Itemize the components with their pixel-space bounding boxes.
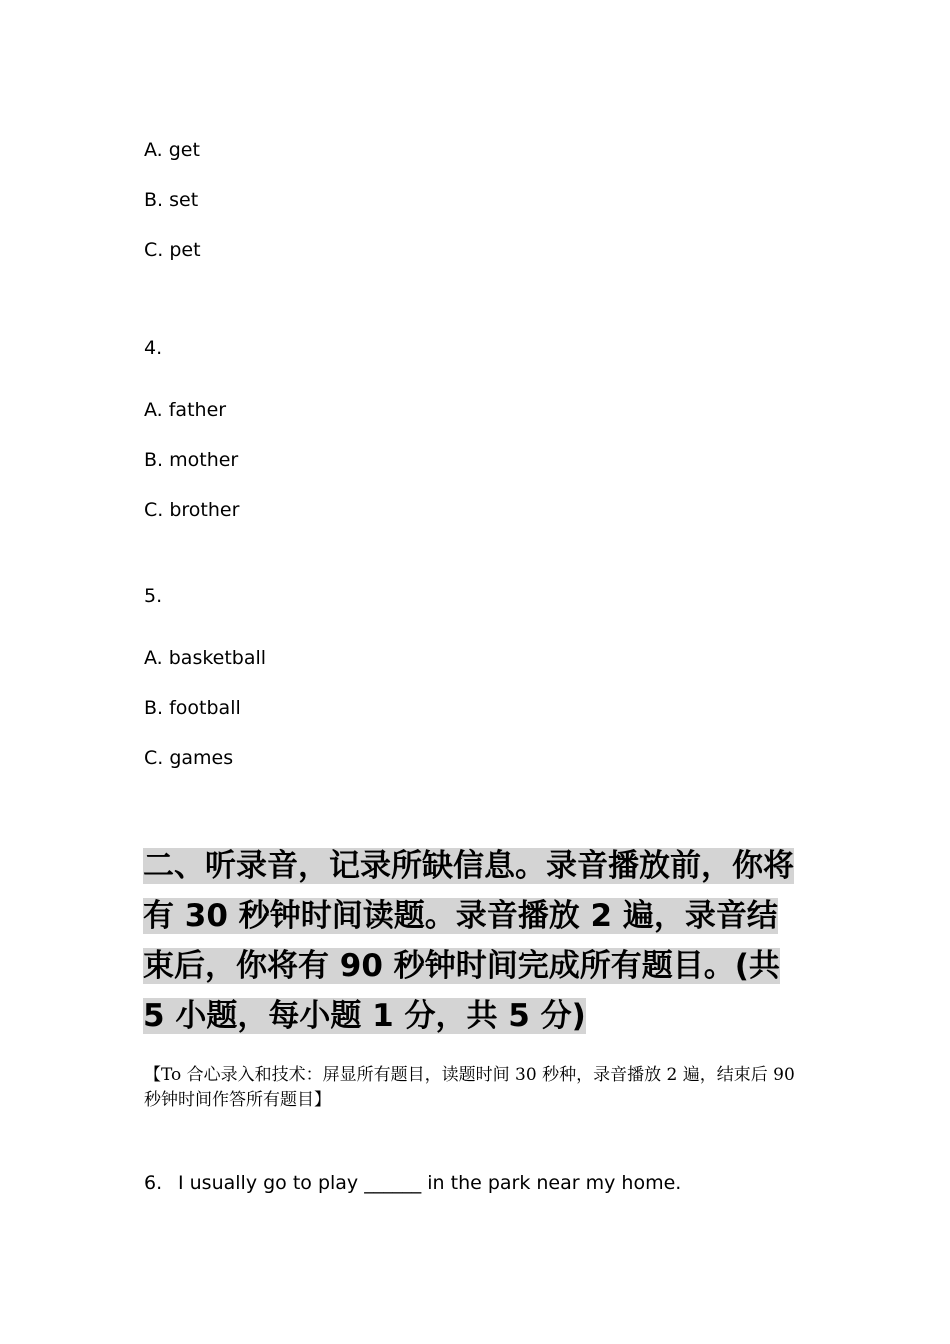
question3-option-a: A. get (144, 139, 200, 161)
question4-option-a: A. father (144, 399, 227, 421)
question5-option-c: C. games (144, 747, 234, 769)
question5-option-a: A. basketball (144, 647, 267, 669)
question6-text: I usually go to play ______ in the park near my home. (178, 1172, 682, 1194)
question3-option-b: B. set (144, 189, 199, 211)
section-heading-text: 二、听录音，记录所缺信息。录音播放前，你将有 30 秒钟时间读题。录音播放 2 遍，录音结束后，你将有 90 秒钟时间完成所有题目。(共 5 小题，每小题 1 分，共 5 分) (143, 848, 794, 1034)
question4-number: 4. (144, 337, 163, 359)
question5-option-b: B. football (144, 697, 241, 719)
section-heading (143, 841, 807, 1041)
question4-option-c: C. brother (144, 499, 240, 521)
question4-option-b: B. mother (144, 449, 239, 471)
question6 (144, 1171, 681, 1195)
question6-number: 6. (144, 1172, 163, 1194)
question5-number: 5. (144, 585, 163, 607)
section-note: 【To 合心录入和技术：屏显所有题目，读题时间 30 秒种，录音播放 2 遍，结束后 90 秒钟时间作答所有题目】 (144, 1065, 795, 1110)
question3-option-c: C. pet (144, 239, 201, 261)
